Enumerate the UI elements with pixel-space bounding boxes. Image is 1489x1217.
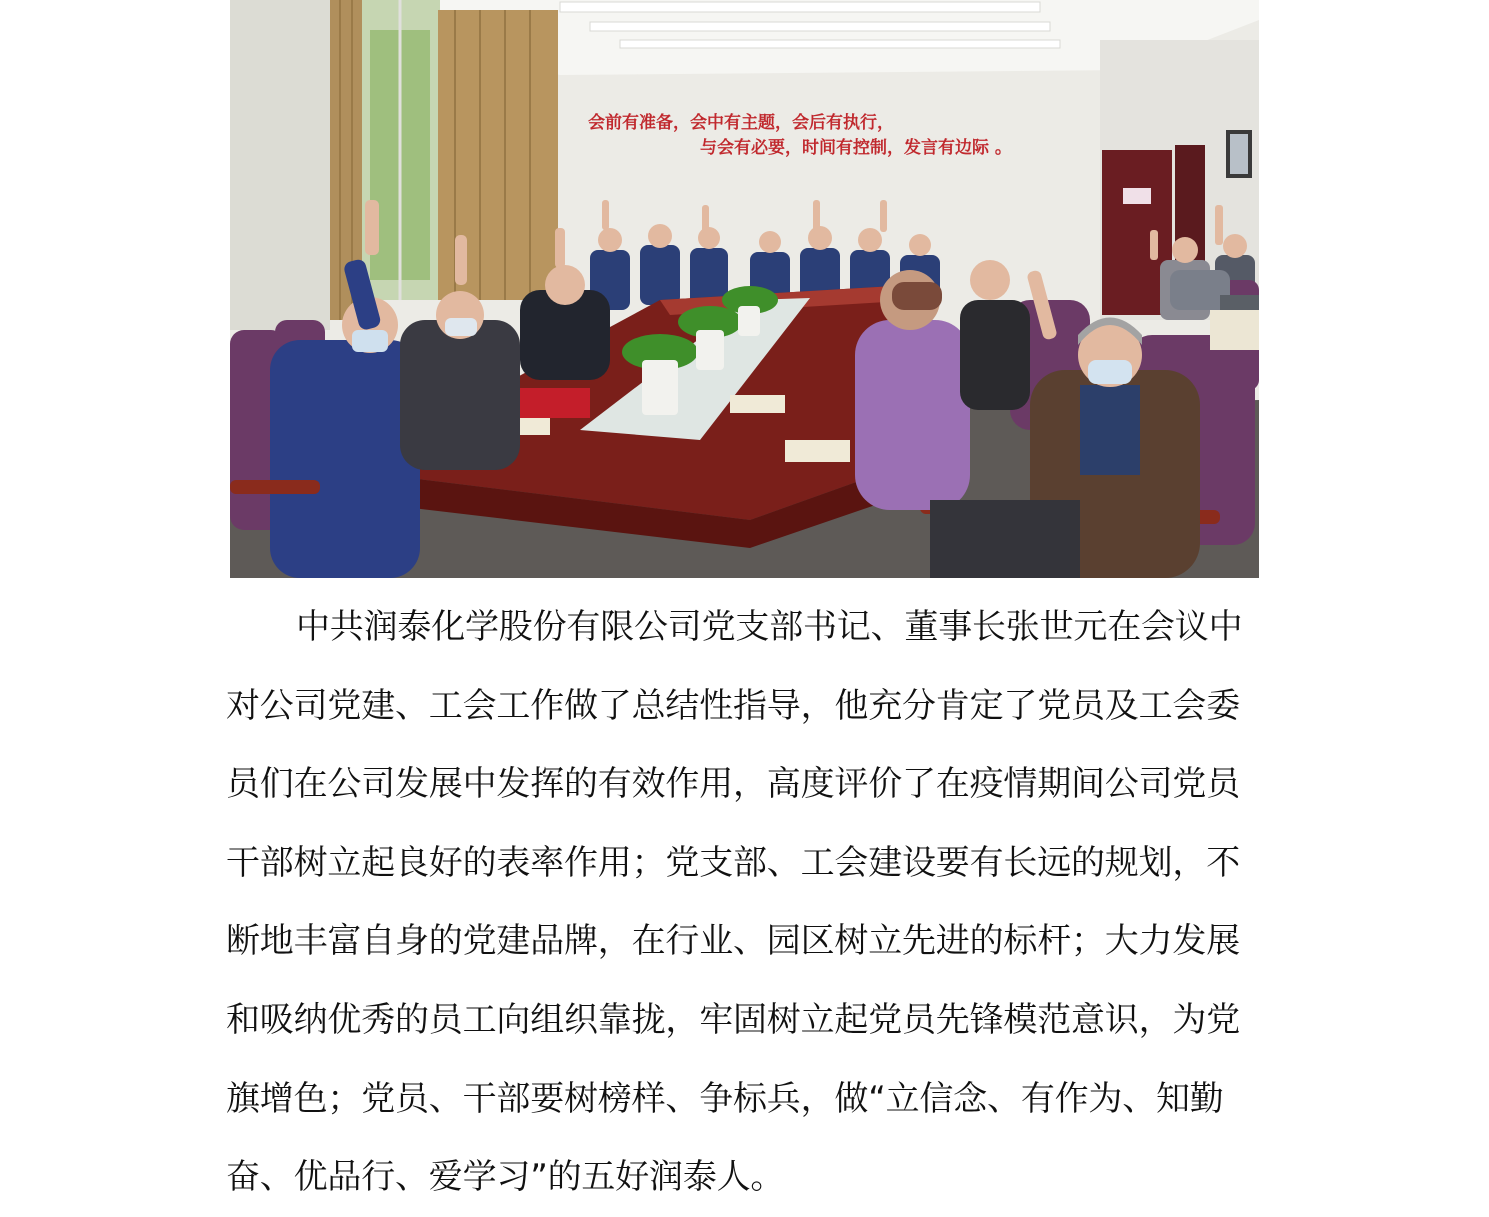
paragraph-line-7: 旗增色；党员、干部要树榜样、争标兵，做“立信念、有作为、知勤 — [226, 1078, 1224, 1119]
wall-slogan-line1: 会前有准备，会中有主题，会后有执行， — [588, 113, 894, 133]
paragraph-line-1: 中共润泰化学股份有限公司党支部书记、董事长张世元在会议中 — [296, 607, 1243, 647]
paragraph-line-5: 断地丰富自身的党建品牌，在行业、园区树立先进的标杆；大力发展 — [226, 921, 1240, 962]
wall-slogan-line2: 与会有必要，时间有控制，发言有边际 。 — [700, 138, 1012, 158]
paragraph-line-4: 干部树立起良好的表率作用；党支部、工会建设要有长远的规划，不 — [226, 842, 1240, 883]
paragraph-line-2: 对公司党建、工会工作做了总结性指导，他充分肯定了党员及工会委 — [226, 685, 1240, 726]
article-paragraph — [226, 588, 1266, 1217]
meeting-photo — [230, 0, 1259, 578]
paragraph-line-3: 员们在公司发展中发挥的有效作用，高度评价了在疫情期间公司党员 — [226, 764, 1240, 805]
paragraph-line-6: 和吸纳优秀的员工向组织靠拢，牢固树立起党员先锋模范意识，为党 — [226, 999, 1240, 1040]
paragraph-line-8: 奋、优品行、爱学习”的五好润泰人。 — [226, 1157, 785, 1198]
